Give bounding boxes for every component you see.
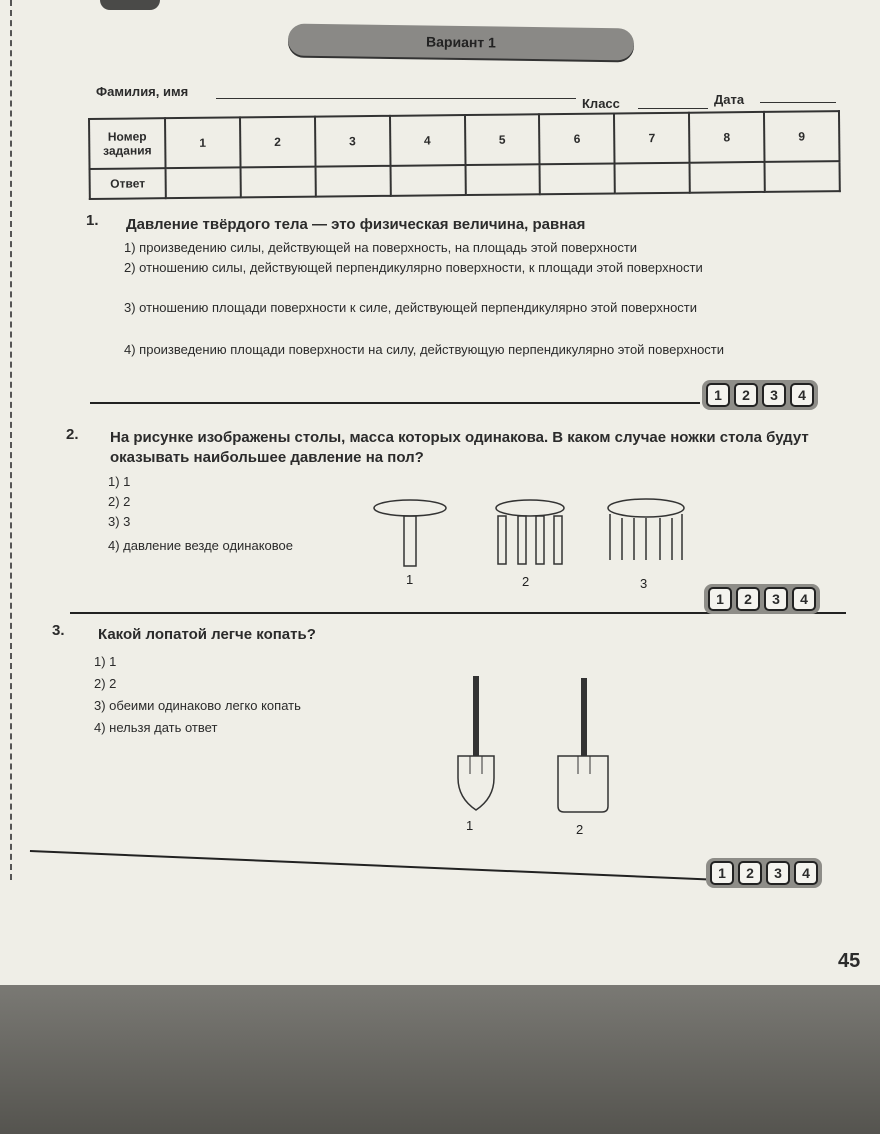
separator-line <box>90 402 700 404</box>
page-corner <box>100 0 160 10</box>
question-1-text: Давление твёрдого тела — это физическая величина, равная <box>126 216 586 233</box>
answer-badge-4[interactable]: 4 <box>794 861 818 885</box>
answer-badges-q2 <box>704 584 820 614</box>
answer-badges-q3 <box>706 858 822 888</box>
task-number-cell: 6 <box>539 113 614 164</box>
task-number-cell: 3 <box>315 116 390 167</box>
question-3-option-2[interactable]: 2) 2 <box>94 676 117 691</box>
class-label: Класс <box>582 96 620 111</box>
answer-table <box>88 110 841 200</box>
answer-badge-1[interactable]: 1 <box>710 861 734 885</box>
name-label: Фамилия, имя <box>96 84 189 99</box>
shovel-2-label: 2 <box>576 822 584 837</box>
question-1-option-1[interactable]: 1) произведению силы, действующей на поверхность, на площадь этой поверхности <box>124 240 638 255</box>
table-3-label: 3 <box>640 576 648 591</box>
shovel-1-drawing <box>458 676 494 810</box>
question-3-number: 3. <box>52 622 65 639</box>
table-1-label: 1 <box>406 572 414 587</box>
answer-badge-2[interactable]: 2 <box>734 383 758 407</box>
table-2-drawing <box>496 500 564 564</box>
question-2-number: 2. <box>66 426 79 443</box>
table-2-label: 2 <box>522 574 530 589</box>
question-1-option-4[interactable]: 4) произведению площади поверхности на силу, действующую перпендикулярно этой поверхности <box>124 342 725 357</box>
task-number-cell: 9 <box>764 111 840 162</box>
question-2-option-1[interactable]: 1) 1 <box>108 474 131 489</box>
table-surface <box>0 985 880 1134</box>
answer-badge-3[interactable]: 3 <box>764 587 788 611</box>
answer-cell[interactable] <box>240 167 315 198</box>
answer-cell[interactable] <box>315 166 390 197</box>
answer-badge-4[interactable]: 4 <box>790 383 814 407</box>
answer-badge-2[interactable]: 2 <box>738 861 762 885</box>
question-1-option-3[interactable]: 3) отношению площади поверхности к силе, действующей перпендикулярно этой поверхности <box>124 300 698 315</box>
separator-line <box>30 850 709 880</box>
task-number-cell: 2 <box>240 117 315 168</box>
question-2-text: На рисунке изображены столы, масса которых одинакова. В каком случае ножки стола будут оказывать наибольшее давление на пол? <box>110 429 809 466</box>
answer-badge-3[interactable]: 3 <box>762 383 786 407</box>
shovel-2-drawing <box>558 678 608 812</box>
page-number: 45 <box>838 950 861 972</box>
answer-row-header: Ответ <box>90 168 166 199</box>
name-field[interactable] <box>216 98 576 99</box>
class-field[interactable] <box>638 108 708 109</box>
answer-cell[interactable] <box>690 162 765 193</box>
task-number-cell: 4 <box>390 115 465 166</box>
question-1-option-2[interactable]: 2) отношению силы, действующей перпендикулярно поверхности, к площади этой поверхности <box>124 260 703 275</box>
variant-title: Вариант 1 <box>425 33 497 51</box>
tables-figure <box>370 494 700 594</box>
task-number-cell: 1 <box>165 117 240 168</box>
answer-cell[interactable] <box>465 164 540 195</box>
task-number-cell: 7 <box>614 113 689 164</box>
table-1-drawing <box>374 500 446 566</box>
question-1-number: 1. <box>86 212 99 229</box>
answer-badge-4[interactable]: 4 <box>792 587 816 611</box>
task-number-cell: 5 <box>464 114 539 165</box>
shovel-1-label: 1 <box>466 818 474 833</box>
answer-badge-1[interactable]: 1 <box>706 383 730 407</box>
date-field[interactable] <box>760 102 836 103</box>
answer-badge-3[interactable]: 3 <box>766 861 790 885</box>
question-2-option-2[interactable]: 2) 2 <box>108 494 131 509</box>
question-3-text: Какой лопатой легче копать? <box>98 626 316 643</box>
variant-header <box>288 24 634 61</box>
task-number-header: Номер задания <box>89 118 166 169</box>
answer-cell[interactable] <box>166 167 241 198</box>
margin-rule <box>10 0 12 880</box>
answer-badge-1[interactable]: 1 <box>708 587 732 611</box>
answer-cell[interactable] <box>764 161 839 192</box>
table-3-drawing <box>608 499 684 560</box>
answer-cell[interactable] <box>540 163 615 194</box>
answer-cell[interactable] <box>615 163 690 194</box>
answer-badges-q1 <box>702 380 818 410</box>
answer-badge-2[interactable]: 2 <box>736 587 760 611</box>
question-2-option-4[interactable]: 4) давление везде одинаковое <box>108 538 293 553</box>
question-3-option-3[interactable]: 3) обеими одинаково легко копать <box>94 698 301 713</box>
task-number-cell: 8 <box>689 112 764 163</box>
question-3-option-1[interactable]: 1) 1 <box>94 654 117 669</box>
shovels-figure <box>440 670 630 840</box>
answer-cell[interactable] <box>390 165 465 196</box>
question-2-option-3[interactable]: 3) 3 <box>108 514 131 529</box>
question-3-option-4[interactable]: 4) нельзя дать ответ <box>94 720 218 735</box>
date-label: Дата <box>714 92 745 107</box>
